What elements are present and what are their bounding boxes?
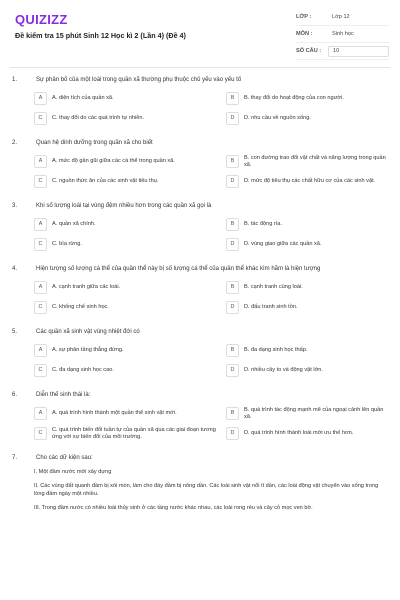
header-divider <box>10 67 390 68</box>
option-text: B. con đường trao đổi vật chất và năng lượng trong quần xã. <box>244 154 386 168</box>
option-letter: C <box>34 364 47 377</box>
question-number: 4. <box>12 266 18 272</box>
meta-key: LỚP : <box>296 14 312 20</box>
question-number: 1. <box>12 77 18 83</box>
option-letter: A <box>34 281 47 294</box>
question-text: Quan hệ dinh dưỡng trong quần xã cho biết <box>36 140 153 146</box>
question-6 <box>10 391 390 441</box>
option-text: C. khống chế sinh học. <box>52 304 109 310</box>
option-letter: D <box>226 364 239 377</box>
question-2 <box>10 139 390 189</box>
quizizz-logo: QUIZIZZ <box>15 12 68 27</box>
question-text: Sự phân bố của một loài trong quần xã thường phụ thuộc chủ yếu vào yếu tố <box>36 77 242 83</box>
option-text: C. bìa rừng. <box>52 241 82 247</box>
option-b[interactable] <box>226 154 388 169</box>
option-text: A. quần xã chính. <box>52 221 96 227</box>
meta-value: 10 <box>328 46 389 57</box>
option-a[interactable] <box>34 406 216 421</box>
option-letter: A <box>34 218 47 231</box>
option-letter: C <box>34 112 47 125</box>
answer-options <box>34 154 390 189</box>
option-letter: D <box>226 175 239 188</box>
option-a[interactable] <box>34 343 216 358</box>
option-letter: A <box>34 155 47 168</box>
option-b[interactable] <box>226 91 388 106</box>
option-letter: C <box>34 301 47 314</box>
question-number: 3. <box>12 203 18 209</box>
meta-key: MÔN : <box>296 31 313 37</box>
option-d[interactable] <box>226 300 388 315</box>
option-text: B. quá trình tác động mạnh mẽ của ngoại cảnh lên quần xã. <box>244 406 384 420</box>
question-text: Các quần xã sinh vật vùng nhiệt đới có <box>36 329 140 335</box>
premise-line: II. Các vùng đất quanh đầm bị xói mòn, làm cho đáy đầm bị nông dần. Các loài sinh vật nổi ít dần, các loài động vật chuyển vào sống trong lòng đầm ngày một nhiều. <box>34 483 379 497</box>
option-letter: A <box>34 92 47 105</box>
premise-line: I. Một đầm nước mới xây dựng <box>34 469 112 475</box>
question-number: 7. <box>12 455 18 461</box>
option-b[interactable] <box>226 343 388 358</box>
option-text: B. cạnh tranh cùng loài. <box>244 284 303 290</box>
question-text: Khi số lượng loài tại vùng đệm nhiều hơn trong các quần xã gọi là <box>36 203 212 209</box>
option-d[interactable] <box>226 237 388 252</box>
option-text: A. diện tích của quần xã. <box>52 95 114 101</box>
option-d[interactable] <box>226 174 388 189</box>
question-premises <box>34 468 390 512</box>
answer-options <box>34 280 390 315</box>
answer-options <box>34 343 390 378</box>
option-b[interactable] <box>226 406 388 421</box>
premise-line: III. Trong đầm nước có nhiều loài thủy sinh ở các tầng nước khác nhau, các loài rong rêu và cây cỏ mọc ven bờ. <box>34 505 313 511</box>
option-c[interactable] <box>34 111 216 126</box>
meta-row-count <box>296 43 389 60</box>
meta-key: SỐ CÂU : <box>296 48 322 54</box>
question-1 <box>10 76 390 126</box>
answer-options <box>34 217 390 252</box>
question-number: 5. <box>12 329 18 335</box>
question-list <box>10 76 390 525</box>
option-text: C. quá trình biến đổi tuần tự của quần xã qua các giai đoạn tương ứng với sự biến đổi của môi trường. <box>52 426 216 440</box>
option-letter: D <box>226 238 239 251</box>
option-letter: C <box>34 238 47 251</box>
question-text: Hiện tượng số lượng cá thể của quần thể này bị số lượng cá thể của quần thể khác kìm hãm là hiện tượng <box>36 266 321 272</box>
option-a[interactable] <box>34 217 216 232</box>
option-letter: D <box>226 427 239 440</box>
page-header <box>0 0 400 66</box>
option-d[interactable] <box>226 426 388 441</box>
option-c[interactable] <box>34 237 216 252</box>
option-text: B. tác động rìa. <box>244 221 282 227</box>
option-letter: C <box>34 175 47 188</box>
option-letter: B <box>226 92 239 105</box>
question-text: Cho các dữ kiện sau: <box>36 455 93 461</box>
option-letter: D <box>226 112 239 125</box>
page-title: Đề kiểm tra 15 phút Sinh 12 Học kì 2 (Lần 4) (Đề 4) <box>15 31 186 40</box>
option-letter: C <box>34 427 47 440</box>
question-4 <box>10 265 390 315</box>
meta-row-subject <box>296 26 389 43</box>
option-a[interactable] <box>34 154 216 169</box>
option-c[interactable] <box>34 174 216 189</box>
option-c[interactable] <box>34 363 216 378</box>
question-3 <box>10 202 390 252</box>
option-a[interactable] <box>34 91 216 106</box>
option-letter: B <box>226 155 239 168</box>
question-5 <box>10 328 390 378</box>
option-text: C. nguồn thức ăn của các sinh vật tiêu thụ. <box>52 178 159 184</box>
option-text: A. sự phân tầng thẳng đứng. <box>52 347 124 353</box>
option-text: B. đa dạng sinh học thấp. <box>244 347 308 353</box>
option-text: A. cạnh tranh giữa các loài. <box>52 284 121 290</box>
question-7 <box>10 454 390 512</box>
option-letter: A <box>34 344 47 357</box>
meta-value: Sinh học <box>332 31 354 37</box>
question-number: 6. <box>12 392 18 398</box>
option-letter: B <box>226 344 239 357</box>
option-text: C. đa dạng sinh học cao. <box>52 367 114 373</box>
question-number: 2. <box>12 140 18 146</box>
option-letter: B <box>226 218 239 231</box>
question-text: Diễn thế sinh thái là: <box>36 392 91 398</box>
meta-panel <box>296 9 389 60</box>
option-text: D. quá trình hình thành loài mới ưu thế hơn. <box>244 430 354 436</box>
option-text: A. mức độ gần gũi giữa các cá thể trong quần xã. <box>52 158 175 164</box>
meta-value: Lớp 12 <box>332 14 350 20</box>
option-c[interactable] <box>34 426 216 441</box>
answer-options <box>34 91 390 126</box>
option-text: D. mức độ tiêu thụ các chất hữu cơ của các sinh vật. <box>244 178 376 184</box>
option-b[interactable] <box>226 217 388 232</box>
meta-row-grade <box>296 9 389 26</box>
option-text: D. nhu cầu về nguồn sống. <box>244 115 311 121</box>
answer-options <box>34 406 390 441</box>
option-text: C. thay đổi do các quá trình tự nhiên. <box>52 115 145 121</box>
option-text: D. vùng giao giữa các quần xã. <box>244 241 322 247</box>
option-a[interactable] <box>34 280 216 295</box>
option-d[interactable] <box>226 111 388 126</box>
option-text: B. thay đổi do hoạt động của con người. <box>244 95 344 101</box>
option-b[interactable] <box>226 280 388 295</box>
option-text: D. nhiều cây to và động vật lớn. <box>244 367 323 373</box>
option-text: D. đấu tranh sinh tồn. <box>244 304 298 310</box>
option-text: A. quá trình hình thành một quần thể sinh vật mới. <box>52 410 177 416</box>
option-d[interactable] <box>226 363 388 378</box>
option-letter: B <box>226 281 239 294</box>
option-c[interactable] <box>34 300 216 315</box>
option-letter: D <box>226 301 239 314</box>
option-letter: A <box>34 407 47 420</box>
option-letter: B <box>226 407 239 420</box>
